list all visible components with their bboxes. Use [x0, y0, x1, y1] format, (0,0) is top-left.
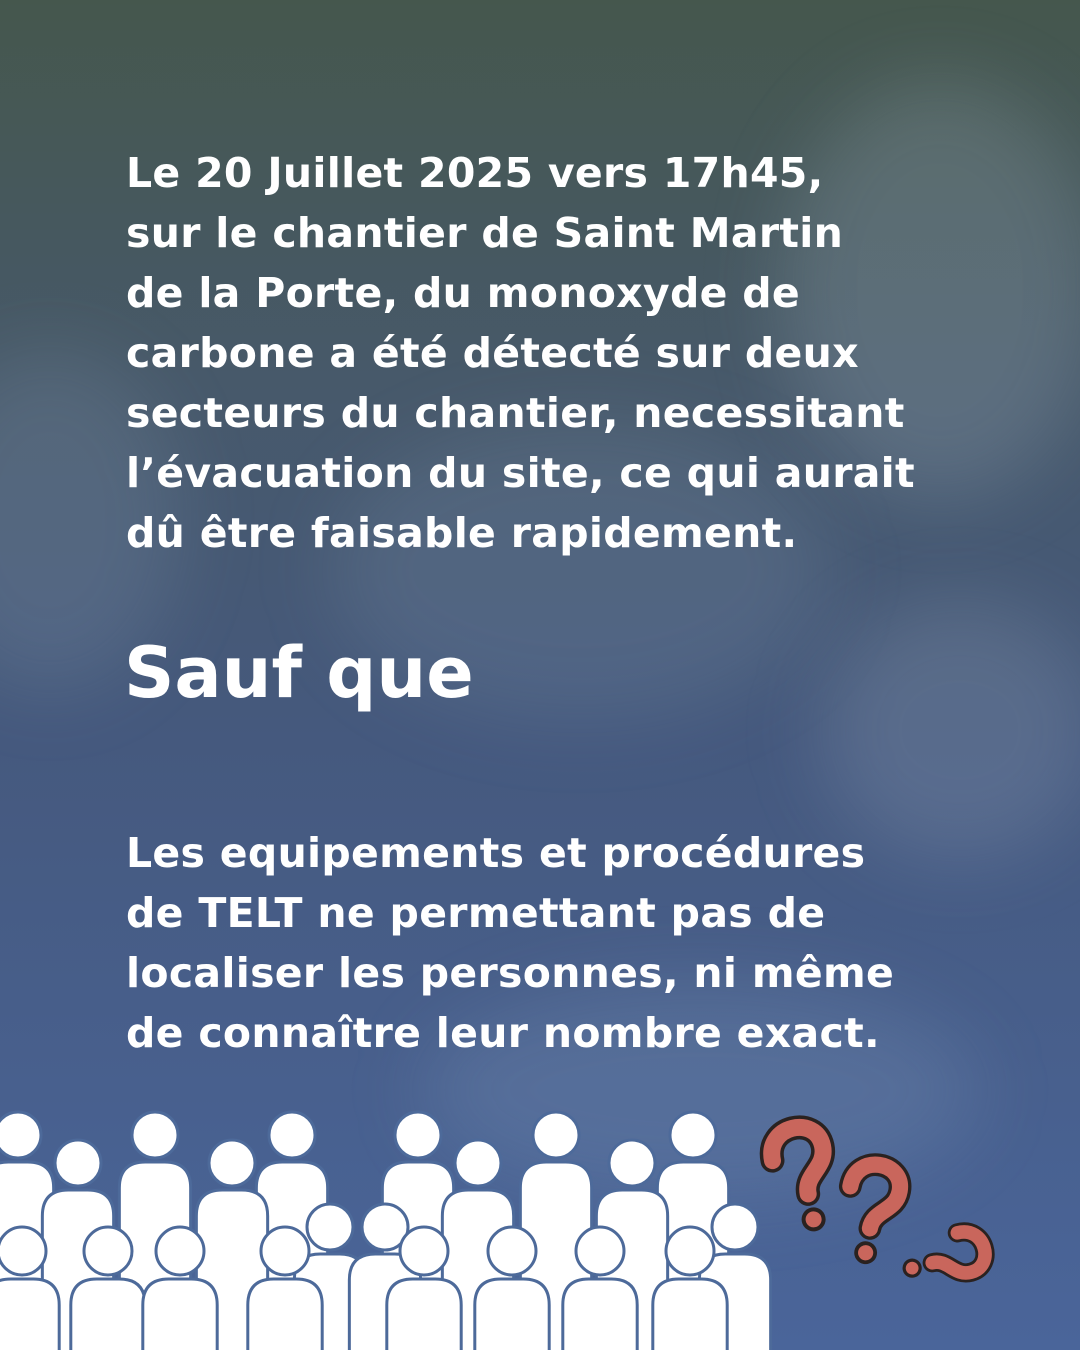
smoke-texture [820, 600, 1080, 860]
consequence-paragraph: Les equipements et procédures de TELT ne permettant pas de localiser les personnes, ni même de connaître leur nombre exact. [126, 829, 895, 1057]
people-crowd-icon [0, 1110, 780, 1350]
question-mark-icon [838, 1161, 904, 1266]
question-marks-icon [755, 1105, 1005, 1305]
question-mark-icon [767, 1123, 839, 1235]
sauf-que-heading: Sauf que [124, 632, 474, 714]
question-mark-icon [899, 1227, 990, 1289]
intro-paragraph: Le 20 Juillet 2025 vers 17h45, sur le chantier de Saint Martin de la Porte, du monoxyde de carbone a été détecté sur deux secteurs du chantier, necessitant l’évacuation du site, ce qui aurait dû être faisable rapidement. [126, 149, 915, 557]
